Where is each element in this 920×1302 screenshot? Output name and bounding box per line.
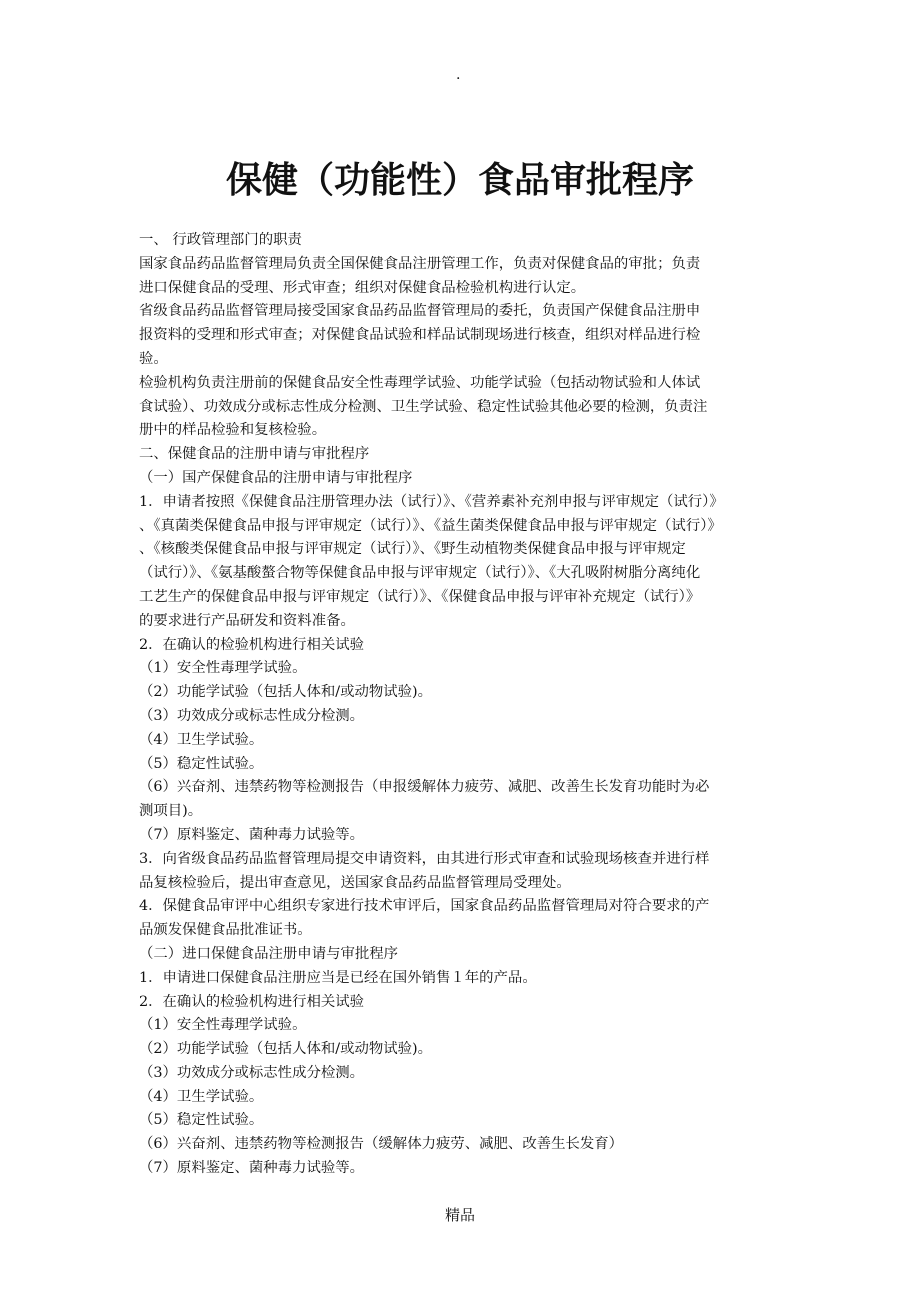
paragraph-line: 二、保健食品的注册申请与审批程序 [139, 446, 370, 463]
paragraph-line: 1．申请者按照《保健食品注册管理办法（试行）》、《营养素补充剂申报与评审规定（试行）》 [139, 493, 724, 510]
paragraph-line: 报资料的受理和形式审查；对保健食品试验和样品试制现场进行核查，组织对样品进行检 [139, 327, 701, 344]
paragraph-line: （6）兴奋剂、违禁药物等检测报告（缓解体力疲劳、减肥、改善生长发育） [139, 1136, 624, 1153]
paragraph-line: 4．保健食品审评中心组织专家进行技术审评后，国家食品药品监督管理局对符合要求的产 [139, 898, 710, 915]
paragraph-line: 的要求进行产品研发和资料准备。 [139, 612, 355, 629]
paragraph-line: 验。 [139, 350, 168, 367]
document-body [139, 229, 799, 1181]
paragraph-line: 品颁发保健食品批准证书。 [139, 922, 312, 939]
paragraph-line: （2）功能学试验（包括人体和/或动物试验)。 [139, 1041, 433, 1058]
paragraph-line: 省级食品药品监督管理局接受国家食品药品监督管理局的委托，负责国产保健食品注册申 [139, 303, 701, 320]
paragraph-line: 工艺生产的保健食品申报与评审规定（试行）》、《保健食品申报与评审补充规定（试行）》 [139, 588, 701, 605]
paragraph-line: 检验机构负责注册前的保健食品安全性毒理学试验、功能学试验（包括动物试验和人体试 [139, 374, 701, 391]
paragraph-line: （试行）》、《氨基酸螯合物等保健食品申报与评审规定（试行）》、《大孔吸附树脂分离纯化 [139, 565, 701, 582]
paragraph-line: 、《核酸类保健食品申报与评审规定（试行）》、《野生动植物类保健食品申报与评审规定 [139, 541, 686, 558]
paragraph-line: 3．向省级食品药品监督管理局提交申请资料，由其进行形式审查和试验现场核查并进行样 [139, 850, 710, 867]
paragraph-line: （2）功能学试验（包括人体和/或动物试验)。 [139, 684, 433, 701]
paragraph-line: （5）稳定性试验。 [139, 1112, 264, 1129]
paragraph-line: （4）卫生学试验。 [139, 731, 264, 748]
paragraph-line: 国家食品药品监督管理局负责全国保健食品注册管理工作，负责对保健食品的审批；负责 [139, 255, 701, 272]
paragraph-line: （一）国产保健食品的注册申请与审批程序 [139, 469, 413, 486]
paragraph-line: （7）原料鉴定、菌种毒力试验等。 [139, 826, 365, 843]
paragraph-line: （1）安全性毒理学试验。 [139, 1017, 307, 1034]
paragraph-line: （6）兴奋剂、违禁药物等检测报告（申报缓解体力疲劳、减肥、改善生长发育功能时为必 [139, 779, 710, 796]
paragraph-line: 品复核检验后，提出审查意见，送国家食品药品监督管理局受理处。 [139, 874, 571, 891]
paragraph-line: 2．在确认的检验机构进行相关试验 [139, 636, 365, 653]
paragraph-line: 1．申请进口保健食品注册应当是已经在国外销售１年的产品。 [139, 969, 537, 986]
paragraph-line: （4）卫生学试验。 [139, 1088, 264, 1105]
paragraph-line: （7）原料鉴定、菌种毒力试验等。 [139, 1160, 365, 1177]
page-footer: 精品 [444, 1206, 475, 1224]
header-mark: . [456, 67, 461, 83]
paragraph-line: （3）功效成分或标志性成分检测。 [139, 1064, 365, 1081]
document-title: 保健（功能性）食品审批程序 [225, 160, 694, 201]
paragraph-line: （1）安全性毒理学试验。 [139, 660, 307, 677]
paragraph-line: （二）进口保健食品注册申请与审批程序 [139, 945, 399, 962]
paragraph-line: 进口保健食品的受理、形式审查；组织对保健食品检验机构进行认定。 [139, 279, 586, 296]
paragraph-line: （5）稳定性试验。 [139, 755, 264, 772]
paragraph-line: 测项目)。 [139, 803, 203, 820]
paragraph-line: 2．在确认的检验机构进行相关试验 [139, 993, 365, 1010]
paragraph-line: 册中的样品检验和复核检验。 [139, 422, 327, 439]
paragraph-line: 一、 行政管理部门的职责 [139, 232, 302, 248]
paragraph-line: 、《真菌类保健食品申报与评审规定（试行）》、《益生菌类保健食品申报与评审规定（试行）》 [139, 517, 722, 534]
paragraph-line: （3）功效成分或标志性成分检测。 [139, 707, 365, 724]
paragraph-line: 食试验）、功效成分或标志性成分检测、卫生学试验、稳定性试验其他必要的检测，负责注 [139, 398, 708, 415]
